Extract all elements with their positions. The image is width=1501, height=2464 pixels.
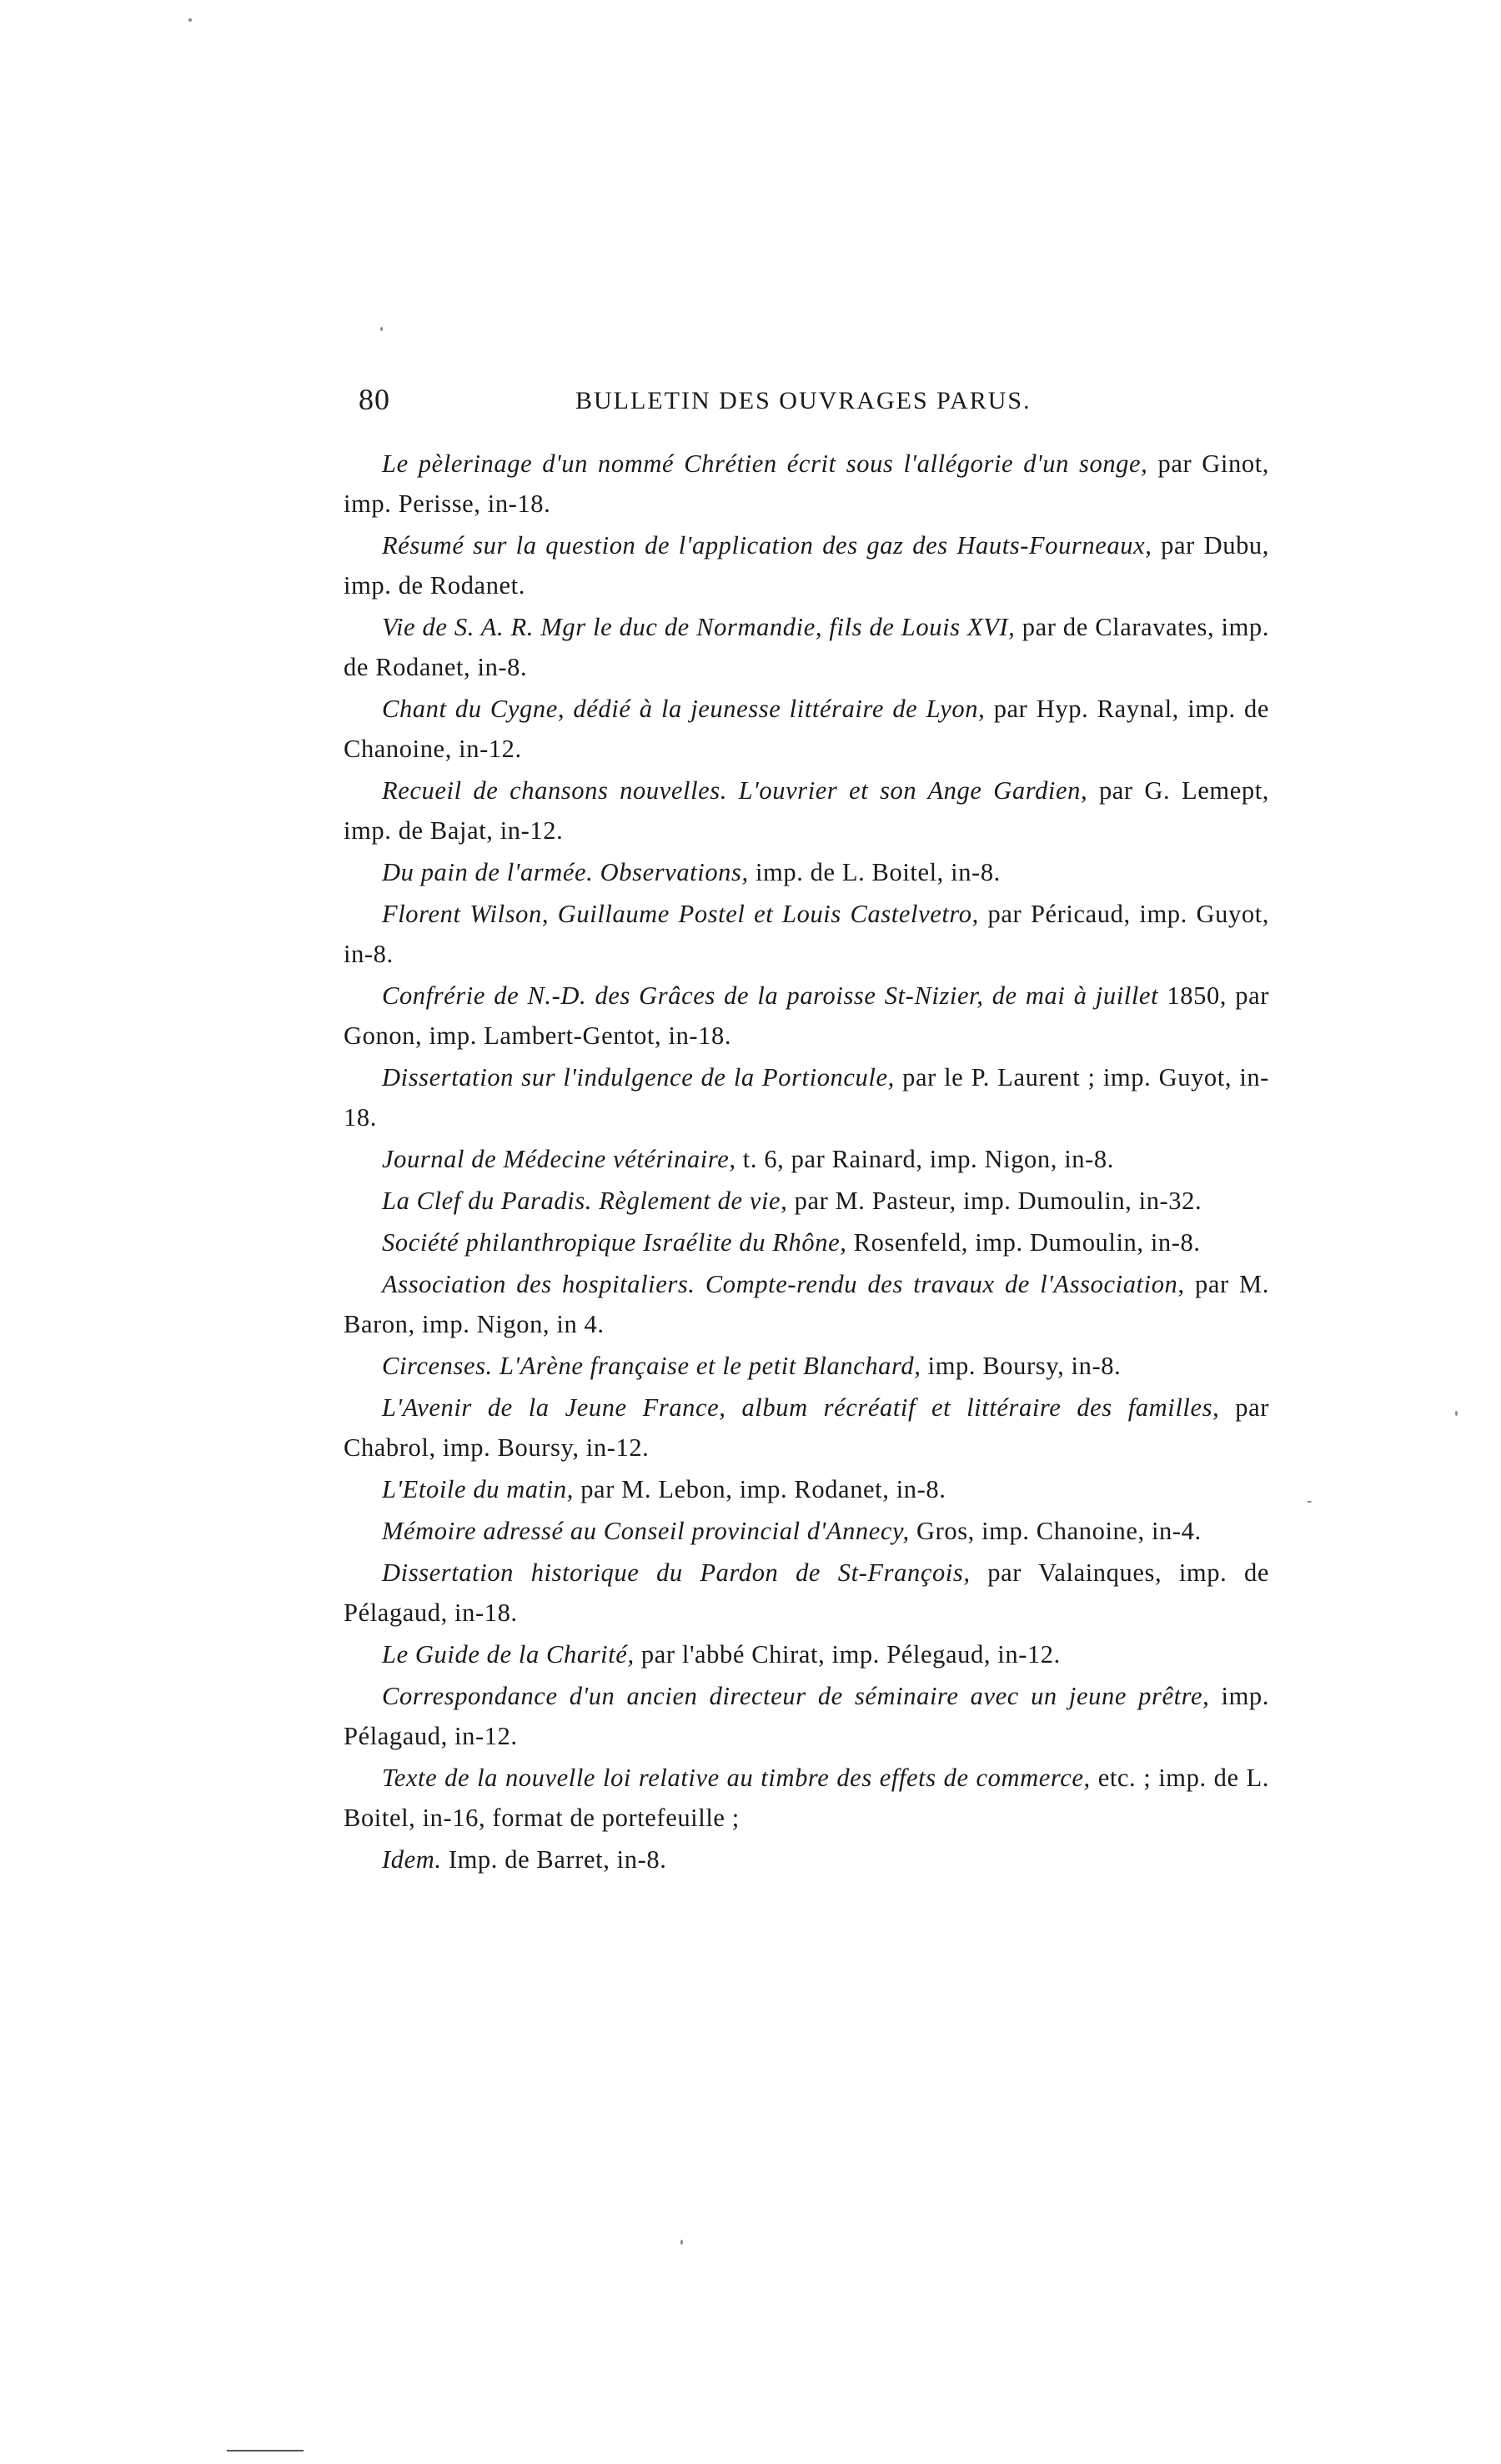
entry-title: Idem. (382, 1845, 442, 1874)
list-item (344, 607, 1269, 687)
entry-title: Recueil de chansons nouvelles. L'ouvrier et son Ange Gardien, (382, 776, 1088, 805)
entry-details: Imp. de Barret, in-8. (441, 1845, 667, 1874)
entry-details: par G. Lemept, imp. de Bajat, in-12. (344, 776, 1269, 845)
entry-details: par Hyp. Raynal, imp. de Chanoine, in-12. (344, 695, 1269, 763)
paper-speck (680, 2240, 683, 2245)
list-item (344, 1469, 1269, 1509)
entry-details: imp. Pélagaud, in-12. (344, 1682, 1269, 1750)
list-item (344, 976, 1269, 1056)
paper-speck (1307, 1501, 1312, 1503)
entry-details: par Ginot, imp. Perisse, in-18. (344, 449, 1269, 518)
entry-title: Chant du Cygne, dédié à la jeunesse littéraire de Lyon, (382, 695, 986, 723)
entry-title: Du pain de l'armée. Observations, (382, 858, 749, 886)
entry-details: par Chabrol, imp. Boursy, in-12. (344, 1393, 1269, 1462)
entry-title: Mémoire adressé au Conseil provincial d'Annecy, (382, 1517, 910, 1545)
list-item (344, 1057, 1269, 1137)
entry-title: L'Etoile du matin, (382, 1475, 574, 1503)
list-item (344, 1222, 1269, 1262)
entry-details: par Dubu, imp. de Rodanet. (344, 531, 1269, 600)
entry-title: Correspondance d'un ancien directeur de séminaire avec un jeune prêtre, (382, 1682, 1210, 1710)
list-item (344, 1181, 1269, 1221)
entry-details: imp. de L. Boitel, in-8. (748, 858, 1001, 886)
page-header (359, 382, 1276, 432)
entry-details: t. 6, par Rainard, imp. Nigon, in-8. (735, 1145, 1114, 1173)
bibliography-list (344, 444, 1269, 1881)
entry-title: Circenses. L'Arène française et le petit Blanchard, (382, 1352, 921, 1380)
entry-title: Société philanthropique Israélite du Rhône, (382, 1228, 847, 1257)
page-number: 80 (359, 383, 390, 416)
list-item (344, 689, 1269, 769)
list-item (344, 1388, 1269, 1468)
entry-title: L'Avenir de la Jeune France, album récréatif et littéraire des familles, (382, 1393, 1220, 1422)
entry-title: Vie de S. A. R. Mgr le duc de Normandie, fils de Louis XVI, (382, 613, 1016, 641)
list-item (344, 852, 1269, 892)
entry-details: par l'abbé Chirat, imp. Pélegaud, in-12. (634, 1640, 1061, 1669)
entry-details: par le P. Laurent ; imp. Guyot, in-18. (344, 1063, 1270, 1132)
entry-title: Résumé sur la question de l'application des gaz des Hauts-Fourneaux, (382, 531, 1152, 560)
list-item (344, 1553, 1269, 1633)
list-item (344, 1511, 1269, 1551)
list-item (344, 1264, 1269, 1344)
list-item (344, 1839, 1269, 1879)
paper-speck (380, 327, 383, 331)
entry-details: par de Claravates, imp. de Rodanet, in-8. (344, 613, 1269, 681)
list-item (344, 1346, 1269, 1386)
entry-title: Florent Wilson, Guillaume Postel et Louis Castelvetro, (382, 900, 979, 928)
paper-speck (1455, 1411, 1458, 1416)
entry-details: par Péricaud, imp. Guyot, in-8. (344, 900, 1269, 968)
entry-details: etc. ; imp. de L. Boitel, in-16, format de portefeuille ; (344, 1764, 1269, 1832)
list-item (344, 1676, 1269, 1756)
entry-title: Le pèlerinage d'un nommé Chrétien écrit sous l'allégorie d'un songe, (382, 449, 1148, 478)
list-item (344, 1758, 1269, 1838)
entry-title: Journal de Médecine vétérinaire, (382, 1145, 736, 1173)
list-item (344, 525, 1269, 605)
entry-details: par M. Pasteur, imp. Dumoulin, in-32. (787, 1187, 1202, 1215)
entry-title: Le Guide de la Charité, (382, 1640, 635, 1669)
entry-title: Dissertation sur l'indulgence de la Portioncule, (382, 1063, 895, 1091)
entry-details: par M. Baron, imp. Nigon, in 4. (344, 1270, 1270, 1338)
list-item (344, 894, 1269, 974)
entry-details: Gros, imp. Chanoine, in-4. (909, 1517, 1202, 1545)
entry-details: imp. Boursy, in-8. (921, 1352, 1122, 1380)
list-item (344, 1139, 1269, 1179)
entry-title: Texte de la nouvelle loi relative au timbre des effets de commerce, (382, 1764, 1091, 1792)
list-item (344, 770, 1269, 851)
footnote-rule (227, 2450, 304, 2451)
entry-title: La Clef du Paradis. Règlement de vie, (382, 1187, 788, 1215)
entry-details: par M. Lebon, imp. Rodanet, in-8. (573, 1475, 946, 1503)
entry-details: par Valainques, imp. de Pélagaud, in-18. (344, 1558, 1269, 1627)
running-title: BULLETIN DES OUVRAGES PARUS. (575, 387, 1032, 414)
paper-speck (188, 18, 192, 22)
entry-details: 1850, par Gonon, imp. Lambert-Gentot, in-18. (344, 981, 1269, 1050)
list-item (344, 1634, 1269, 1674)
entry-title: Confrérie de N.-D. des Grâces de la paroisse St-Nizier, de mai à juillet (382, 981, 1159, 1010)
entry-title: Association des hospitaliers. Compte-rendu des travaux de l'Association, (382, 1270, 1185, 1298)
list-item (344, 444, 1269, 524)
entry-details: Rosenfeld, imp. Dumoulin, in-8. (846, 1228, 1201, 1257)
entry-title: Dissertation historique du Pardon de St-François, (382, 1558, 971, 1587)
